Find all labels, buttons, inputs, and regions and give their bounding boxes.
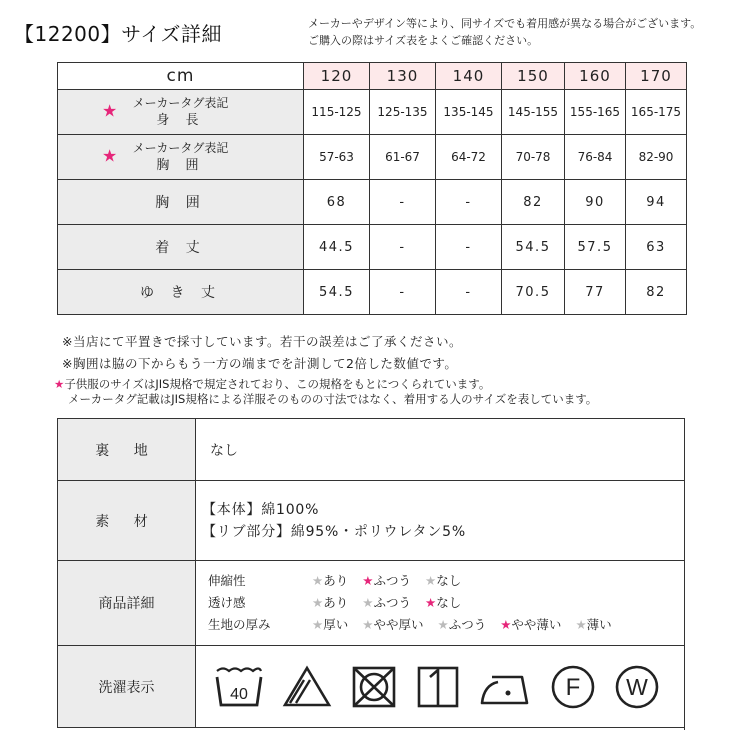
table-cell: 82-90: [626, 135, 687, 180]
star-icon: ★: [362, 617, 374, 632]
feature-name: 透け感: [208, 595, 246, 610]
feature-option-label: 薄い: [586, 617, 612, 632]
table-cell: 82: [626, 270, 687, 315]
star-icon: ★: [362, 595, 374, 610]
line-dry-icon: [416, 664, 460, 710]
row-label: ゆ き 丈: [58, 270, 304, 315]
table-row: [58, 135, 687, 180]
table-row: [58, 180, 687, 225]
feature-option-label: ふつう: [373, 573, 411, 588]
table-cell: -: [370, 225, 436, 270]
table-cell: 115-125: [304, 90, 370, 135]
size-header-cell: 130: [370, 63, 436, 90]
note-line: ※当店にて平置きで採寸しています。若干の誤差はご了承ください。: [62, 334, 462, 349]
feature-option-label: なし: [436, 573, 462, 588]
feature-option: [312, 570, 348, 592]
feature-option-label: ふつう: [373, 595, 411, 610]
table-cell: 44.5: [304, 225, 370, 270]
table-cell: 94: [626, 180, 687, 225]
top-note-line: メーカーやデザイン等により、同サイズでも着用感が異なる場合がございます。: [308, 17, 702, 30]
features-value: [196, 561, 685, 646]
table-cell: -: [436, 180, 502, 225]
size-header-cell: 170: [626, 63, 687, 90]
table-row: [58, 561, 685, 646]
bleach-icon: [282, 665, 332, 709]
table-cell: -: [436, 270, 502, 315]
table-cell: 155-165: [565, 90, 626, 135]
feature-row: [208, 570, 684, 592]
jis-notes: [54, 377, 597, 407]
feature-option: [362, 592, 411, 614]
feature-option-label: あり: [323, 595, 349, 610]
table-cell: 54.5: [502, 225, 565, 270]
table-cell: 82: [502, 180, 565, 225]
row-label-line: 身 長: [156, 113, 205, 128]
row-label-line: メーカータグ表記: [132, 141, 229, 155]
table-cell: 70.5: [502, 270, 565, 315]
unit-cell: cm: [58, 63, 304, 90]
table-cell: 54.5: [304, 270, 370, 315]
lining-value: なし: [196, 419, 685, 481]
page-title: 【12200】サイズ詳細: [14, 22, 223, 46]
wash-temp-text: 40: [230, 685, 248, 703]
star-icon: ★: [575, 617, 587, 632]
feature-option: [425, 570, 461, 592]
table-row: [58, 646, 685, 728]
star-icon: ★: [437, 617, 449, 632]
divider: [684, 690, 685, 730]
table-cell: 57.5: [565, 225, 626, 270]
feature-option: [425, 592, 461, 614]
table-row: [58, 90, 687, 135]
table-cell: -: [370, 270, 436, 315]
size-table: [57, 62, 687, 315]
material-line: 【本体】綿100%: [202, 501, 320, 518]
row-label: 胸 囲: [58, 180, 304, 225]
feature-option: [500, 614, 561, 636]
table-cell: 57-63: [304, 135, 370, 180]
feature-option-label: なし: [436, 595, 462, 610]
table-cell: 68: [304, 180, 370, 225]
table-row: [58, 225, 687, 270]
features-label: 商品詳細: [58, 561, 196, 646]
detail-table: [57, 418, 685, 728]
table-row: [58, 481, 685, 561]
no-tumble-dry-icon: [350, 664, 398, 710]
feature-row: [208, 614, 684, 636]
table-row: [58, 270, 687, 315]
table-cell: 63: [626, 225, 687, 270]
table-cell: 61-67: [370, 135, 436, 180]
wet-clean-w-icon: [614, 664, 660, 710]
table-cell: 145-155: [502, 90, 565, 135]
star-icon: ★: [54, 377, 65, 391]
wash-40-icon: [214, 663, 264, 711]
size-header-row: [58, 63, 687, 90]
row-label: [58, 135, 304, 180]
top-note: [308, 15, 701, 49]
feature-option: [437, 614, 486, 636]
iron-low-icon: [478, 667, 532, 707]
note-line: 子供服のサイズはJIS規格で規定されており、この規格をもとにつくられています。: [64, 377, 491, 391]
feature-option-label: やや厚い: [373, 617, 424, 632]
feature-option-label: やや薄い: [511, 617, 562, 632]
dryclean-f-icon: [550, 664, 596, 710]
feature-name: 伸縮性: [208, 573, 246, 588]
feature-name: 生地の厚み: [208, 617, 271, 632]
wetclean-letter: W: [626, 673, 648, 700]
lining-label: 裏 地: [58, 419, 196, 481]
table-cell: 64-72: [436, 135, 502, 180]
measurement-notes: [62, 331, 462, 375]
star-icon: ★: [424, 573, 437, 588]
feature-option: [362, 614, 423, 636]
table-cell: 135-145: [436, 90, 502, 135]
feature-option: [312, 592, 348, 614]
feature-option-label: 厚い: [323, 617, 349, 632]
table-cell: -: [370, 180, 436, 225]
table-cell: 165-175: [626, 90, 687, 135]
feature-option-label: あり: [323, 573, 349, 588]
star-icon: ★: [312, 573, 324, 588]
table-cell: -: [436, 225, 502, 270]
note-line: ※胸囲は脇の下からもう一方の端までを計測して2倍した数値です。: [62, 356, 458, 371]
material-value: [196, 481, 685, 561]
row-label-line: メーカータグ表記: [132, 96, 229, 110]
feature-option-label: ふつう: [448, 617, 487, 632]
star-icon: ★: [500, 617, 512, 632]
top-note-line: ご購入の際はサイズ表をよくご確認ください。: [308, 34, 539, 47]
material-line: 【リブ部分】綿95%・ポリウレタン5%: [202, 523, 466, 540]
size-header-cell: 150: [502, 63, 565, 90]
star-icon: ★: [102, 101, 118, 122]
star-icon: ★: [424, 595, 437, 610]
table-cell: 125-135: [370, 90, 436, 135]
table-cell: 77: [565, 270, 626, 315]
star-icon: ★: [362, 573, 374, 588]
table-cell: 70-78: [502, 135, 565, 180]
dryclean-letter: F: [565, 673, 581, 701]
note-line: メーカータグ記載はJIS規格による洋服そのものの寸法ではなく、着用する人のサイズを表しています。: [68, 392, 598, 406]
feature-row: [208, 592, 684, 614]
table-cell: 90: [565, 180, 626, 225]
care-icons-cell: [196, 646, 685, 728]
material-label: 素 材: [58, 481, 196, 561]
size-header-cell: 120: [304, 63, 370, 90]
table-row: [58, 419, 685, 481]
row-label: [58, 90, 304, 135]
table-cell: 76-84: [565, 135, 626, 180]
row-label: 着 丈: [58, 225, 304, 270]
feature-option: [362, 570, 411, 592]
feature-option: [312, 614, 348, 636]
row-label-line: 胸 囲: [156, 158, 205, 173]
size-header-cell: 140: [436, 63, 502, 90]
star-icon: ★: [312, 617, 324, 632]
feature-option: [575, 614, 611, 636]
star-icon: ★: [102, 146, 118, 167]
size-header-cell: 160: [565, 63, 626, 90]
care-label: 洗濯表示: [58, 646, 196, 728]
star-icon: ★: [312, 595, 324, 610]
